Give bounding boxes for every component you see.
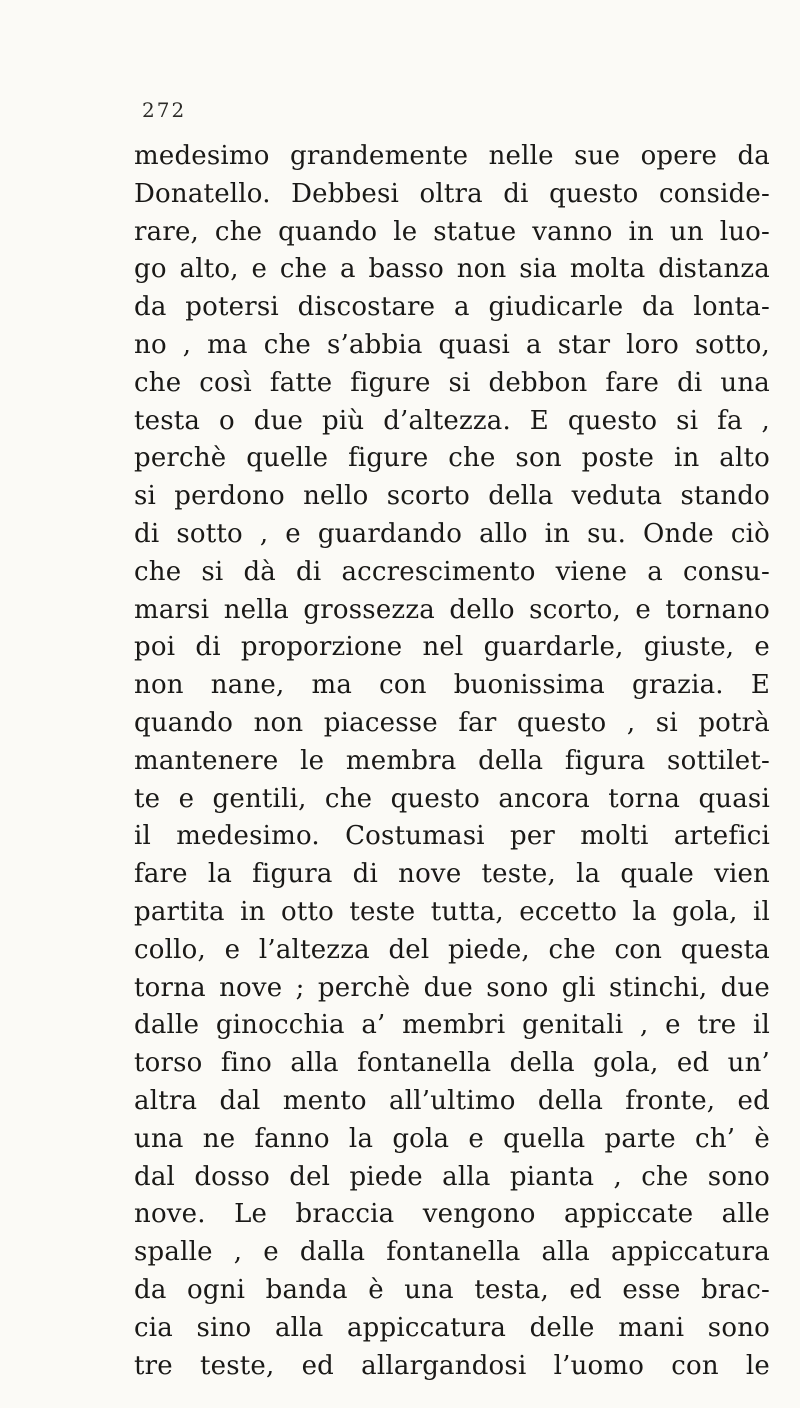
text-line: che così fatte figure si debbon fare di una [134,367,770,398]
text-line: altra dal mento all’ultimo della fronte, ed [134,1085,770,1116]
text-line: si perdono nello scorto della veduta stando [134,481,770,512]
text-line: di sotto , e guardando allo in su. Onde ciò [134,518,770,549]
text-line: che si dà di accrescimento viene a consu- [134,556,770,587]
text-line: spalle , e dalla fontanella alla appiccatura [134,1237,770,1268]
text-line: una ne fanno la gola e quella parte ch’ è [134,1123,770,1154]
text-line: te e gentili, che questo ancora torna quasi [134,783,770,814]
text-line: rare, che quando le statue vanno in un luo- [134,216,770,247]
text-line: testa o due più d’altezza. E questo si fa , [134,405,770,436]
text-line: da potersi discostare a giudicarle da lonta- [134,292,770,323]
body-text [134,138,770,1385]
text-line: dalle ginocchia a’ membri genitali , e tre il [134,1010,770,1041]
text-line: non nane, ma con buonissima grazia. E [134,670,770,701]
text-line: perchè quelle figure che son poste in alto [134,443,770,474]
text-line: fare la figura di nove teste, la quale vien [134,859,770,890]
text-line: mantenere le membra della figura sottilet- [134,745,770,776]
text-line: collo, e l’altezza del piede, che con questa [134,934,770,965]
text-line: go alto, e che a basso non sia molta distanza [134,254,770,285]
text-line: da ogni banda è una testa, ed esse brac- [134,1274,770,1305]
text-line: il medesimo. Costumasi per molti artefici [134,821,770,852]
text-line: marsi nella grossezza dello scorto, e tornano [134,594,770,625]
text-line: poi di proporzione nel guardarle, giuste, e [134,632,770,663]
text-line: quando non piacesse far questo , si potrà [134,707,770,738]
text-line: cia sino alla appiccatura delle mani sono [134,1312,770,1343]
text-line: Donatello. Debbesi oltra di questo conside- [134,178,770,209]
text-line: no , ma che s’abbia quasi a star loro sotto, [134,329,770,360]
text-line: medesimo grandemente nelle sue opere da [134,141,770,171]
text-line: dal dosso del piede alla pianta , che sono [134,1161,770,1192]
text-line: torso fino alla fontanella della gola, ed un’ [134,1048,770,1079]
text-line: tre teste, ed allargandosi l’uomo con le [134,1350,770,1381]
page-number: 272 [142,98,187,122]
text-line: nove. Le braccia vengono appiccate alle [134,1199,770,1230]
text-line: partita in otto teste tutta, eccetto la gola, il [134,896,770,927]
text-line: torna nove ; perchè due sono gli stinchi, due [134,972,770,1003]
